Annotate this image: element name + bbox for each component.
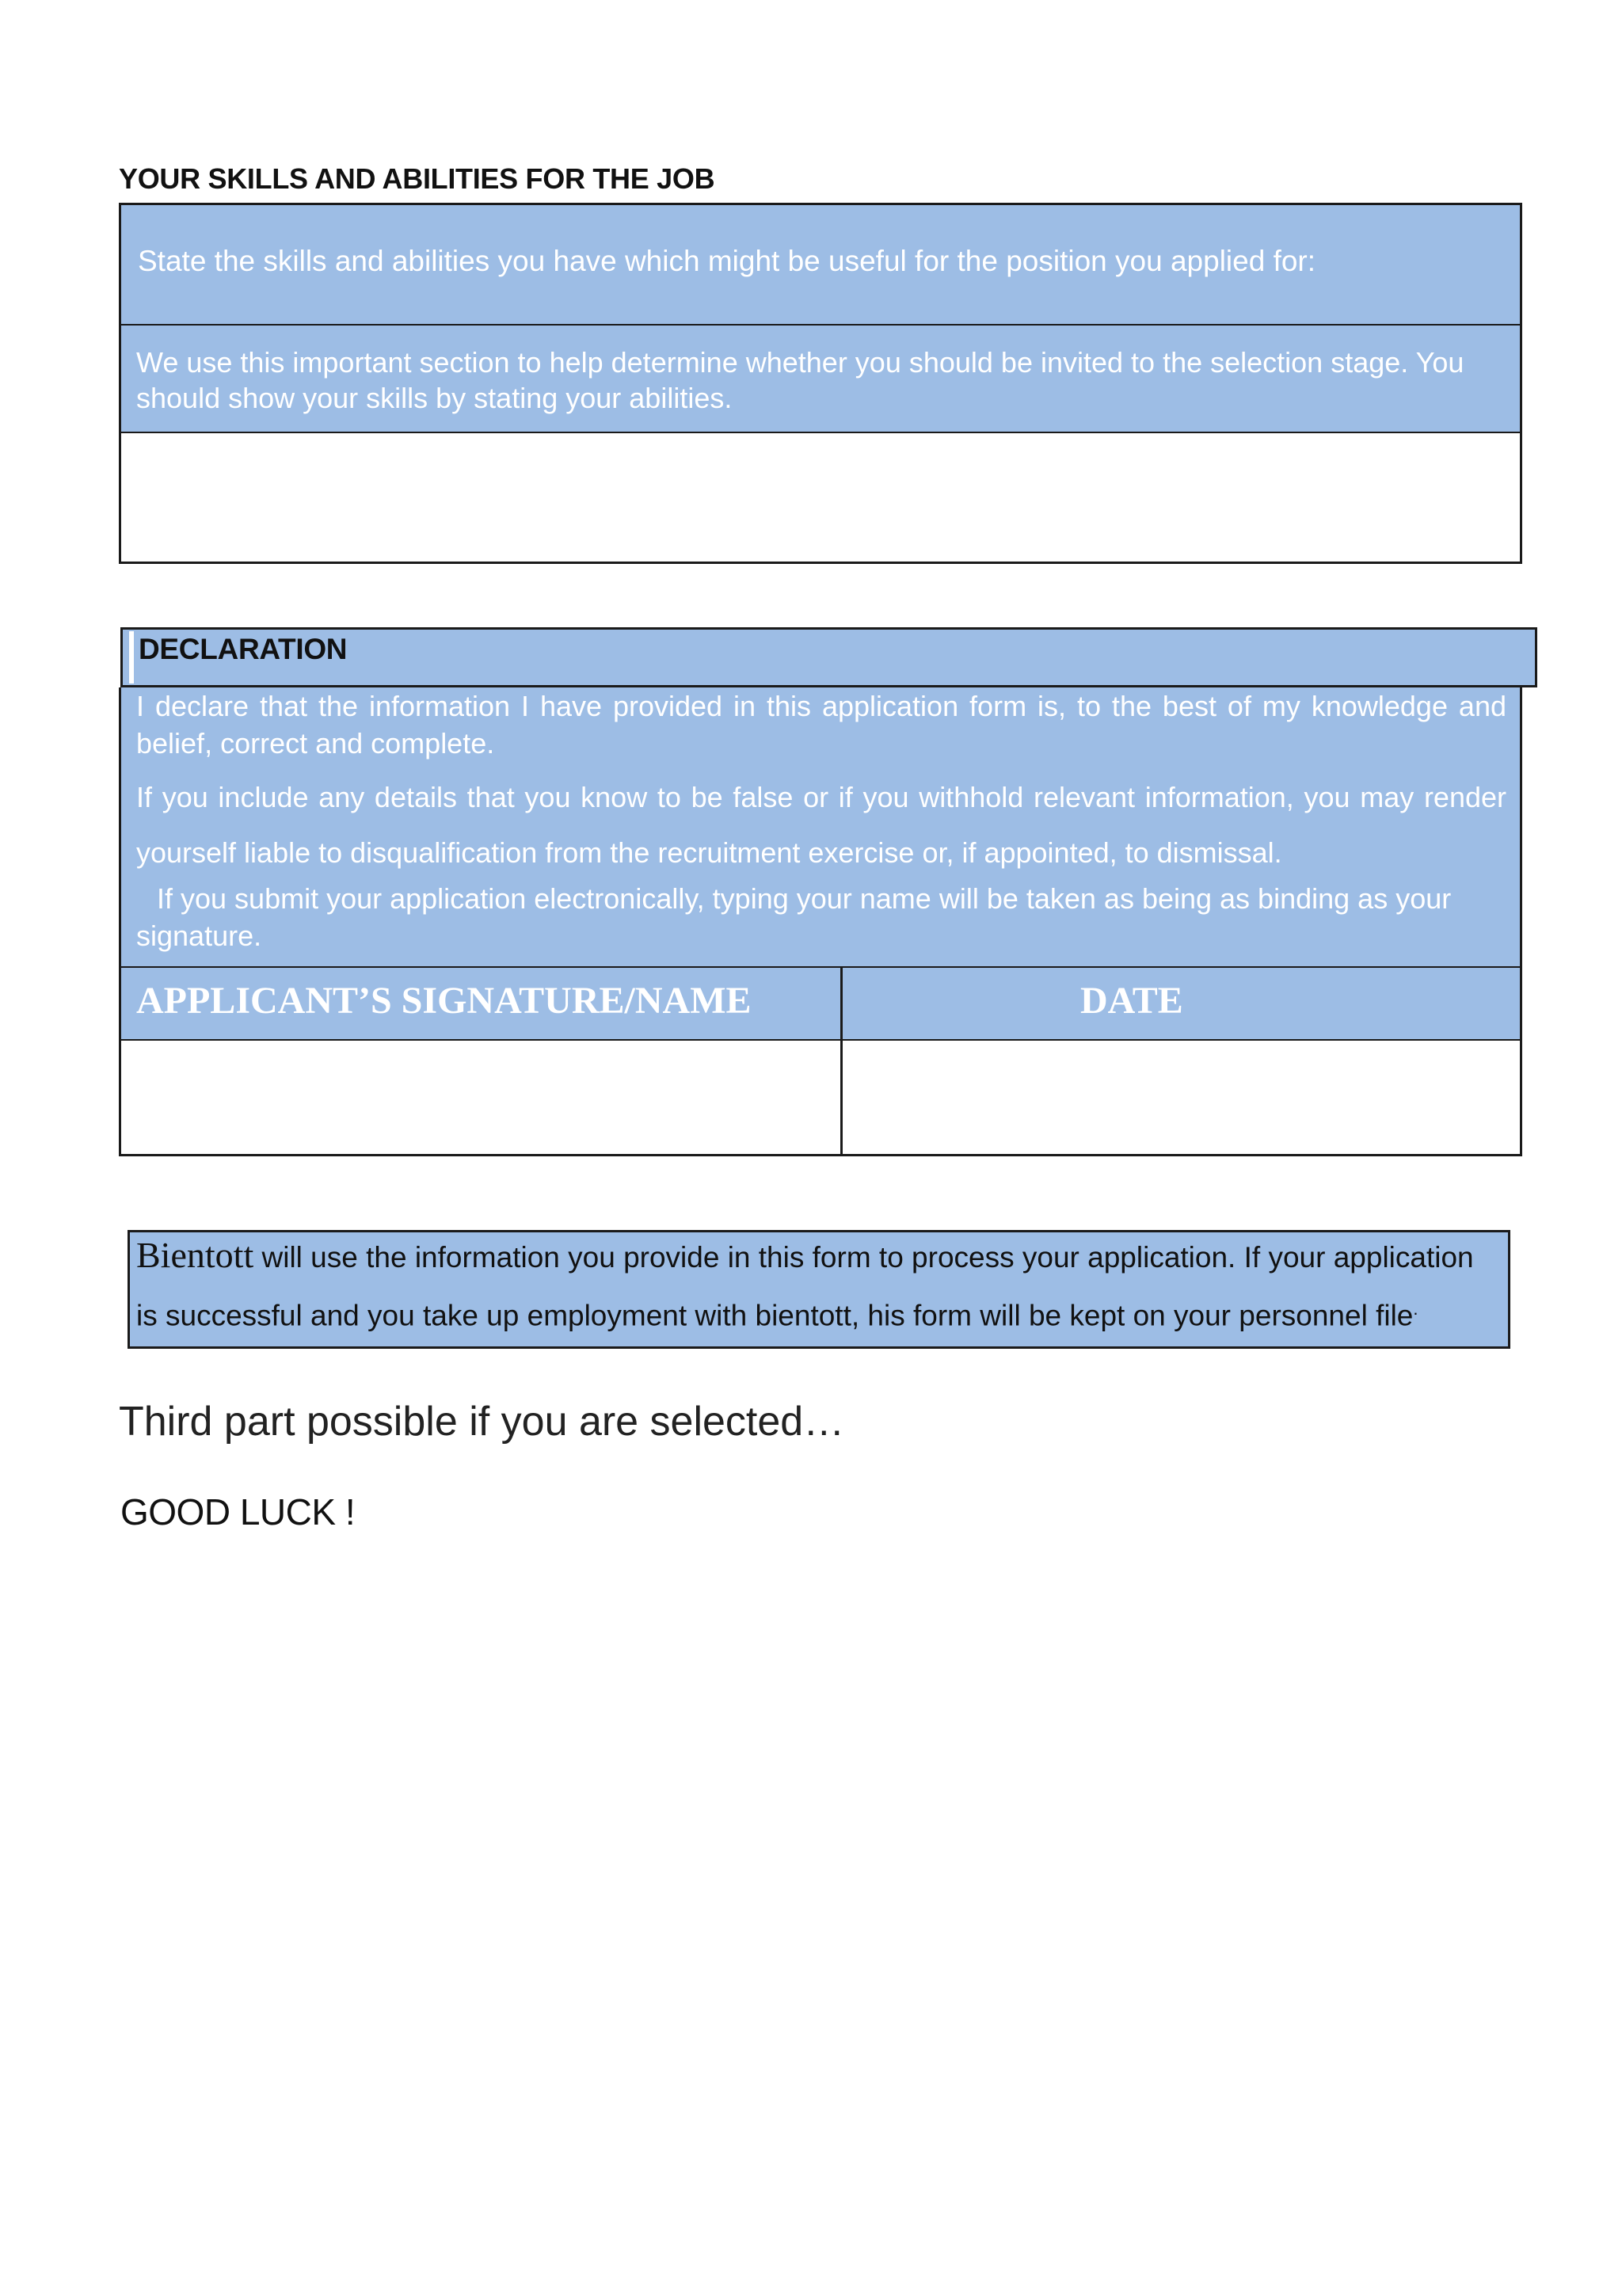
notice-line-2 (136, 1299, 1418, 1332)
skills-note-row (121, 326, 1520, 433)
skills-answer-field[interactable] (121, 433, 1520, 562)
brand-name: Bientott (136, 1235, 254, 1275)
notice-line-2-text: is successful and you take up employment with bientott, his form will be kept on your personnel file (136, 1299, 1414, 1332)
signature-field[interactable] (121, 1041, 843, 1154)
declaration-heading-accent (129, 631, 134, 683)
notice-line-1-text: will use the information you provide in this form to process your application. If your application (253, 1241, 1474, 1274)
declaration-heading-bar (120, 627, 1537, 687)
declaration-heading: DECLARATION (139, 633, 348, 665)
footnote-mark: . (1413, 1299, 1418, 1319)
date-header-cell (843, 968, 1520, 1041)
signature-label: APPLICANT’S SIGNATURE/NAME (136, 980, 752, 1022)
skills-section-heading: YOUR SKILLS AND ABILITIES FOR THE JOB (119, 162, 715, 195)
data-usage-notice (128, 1230, 1510, 1349)
skills-table (119, 203, 1522, 564)
declaration-body (119, 687, 1522, 968)
date-field[interactable] (843, 1041, 1520, 1154)
skills-prompt-row (121, 205, 1520, 326)
notice-line-1 (136, 1234, 1474, 1276)
declaration-paragraph-1: I declare that the information I have provided in this application form is, to the best of my knowledge and belief, correct and complete. (136, 690, 1506, 760)
declaration-paragraph-2: If you include any details that you know to be false or if you withhold relevant information, you may render yourself liable to disqualification from the recruitment exercise or, if appointed, to dismissal. (136, 781, 1506, 869)
date-label: DATE (1080, 980, 1183, 1022)
skills-prompt-text: State the skills and abilities you have which might be useful for the position you applied for: (138, 245, 1316, 277)
signature-header-cell (121, 968, 843, 1041)
signature-table (119, 968, 1522, 1156)
good-luck-text: GOOD LUCK ! (120, 1491, 356, 1533)
third-part-note: Third part possible if you are selected… (119, 1399, 845, 1445)
skills-note-text: We use this important section to help determine whether you should be invited to the selection stage. You should show your skills by stating your abilities. (136, 346, 1464, 414)
declaration-paragraph-3: If you submit your application electronically, typing your name will be taken as being as binding as your signature. (136, 882, 1452, 952)
